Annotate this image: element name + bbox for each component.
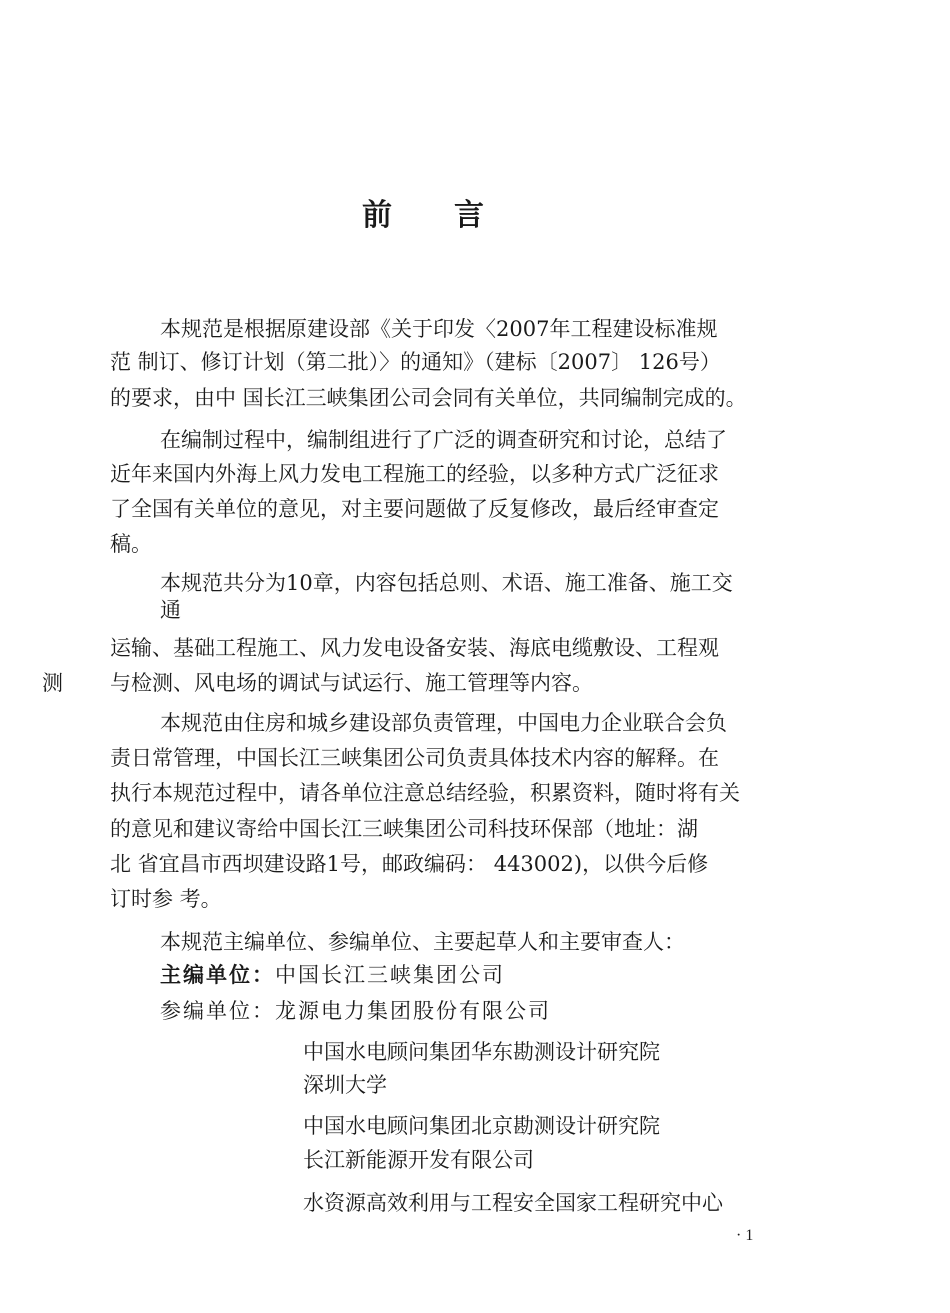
participant-org: 龙源电力集团股份有限公司: [275, 999, 551, 1023]
paragraph-2-line-3: 了全国有关单位的意见，对主要问题做了反复修改，最后经审查定: [110, 497, 719, 521]
paragraph-3-line-1: 本规范共分为10章，内容包括总则、术语、施工准备、施工交: [160, 571, 733, 595]
paragraph-4-line-6: 订时参 考。: [110, 887, 222, 911]
paragraph-2-line-4: 稿。: [110, 532, 152, 556]
participant-org: 水资源高效利用与工程安全国家工程研究中心: [303, 1191, 723, 1215]
paragraph-4-line-5: 北 省宜昌市西坝建设路1号，邮政编码： 443002)，以供今后修: [110, 852, 709, 876]
paragraph-2-line-1: 在编制过程中，编制组进行了广泛的调查研究和讨论，总结了: [160, 428, 727, 452]
paragraph-4-line-2: 责日常管理，中国长江三峡集团公司负责具体技术内容的解释。在: [110, 746, 719, 770]
paragraph-4-line-1: 本规范由住房和城乡建设部负责管理，中国电力企业联合会负: [160, 711, 727, 735]
participant-org: 长江新能源开发有限公司: [303, 1148, 534, 1172]
participant-label: 参编单位：: [160, 999, 275, 1023]
participant-org: 深圳大学: [303, 1073, 387, 1097]
units-intro: 本规范主编单位、参编单位、主要起草人和主要审查人：: [160, 930, 685, 954]
chief-editor-org: 中国长江三峡集团公司: [275, 963, 505, 987]
participant-row: [160, 997, 551, 1025]
paragraph-3-line-5: 与检测、风电场的调试与试运行、施工管理等内容。: [110, 671, 593, 695]
page-title: 前言: [362, 198, 546, 233]
page-number: · 1: [736, 1227, 754, 1244]
chief-editor-label: 主编单位：: [160, 963, 275, 987]
paragraph-3-line-3: 运输、基础工程施工、风力发电设备安装、海底电缆敷设、工程观: [110, 636, 719, 660]
paragraph-3-line-2: 通: [160, 598, 181, 622]
participant-org: 中国水电顾问集团北京勘测设计研究院: [303, 1114, 660, 1138]
paragraph-4-line-4: 的意见和建议寄给中国长江三峡集团公司科技环保部（地址：湖: [110, 817, 698, 841]
paragraph-1-line-1: 本规范是根据原建设部《关于印发〈2007年工程建设标准规: [160, 317, 718, 341]
paragraph-1-line-3: 的要求，由中 国长江三峡集团公司会同有关单位，共同编制完成的。: [110, 386, 747, 410]
chief-editor-row: [160, 961, 505, 989]
paragraph-3-line-4: 测: [42, 671, 63, 695]
paragraph-2-line-2: 近年来国内外海上风力发电工程施工的经验，以多种方式广泛征求: [110, 462, 719, 486]
paragraph-4-line-3: 执行本规范过程中，请各单位注意总结经验，积累资料，随时将有关: [110, 781, 740, 805]
participant-org: 中国水电顾问集团华东勘测设计研究院: [303, 1040, 660, 1064]
paragraph-1-line-2: 范 制订、修订计划（第二批）〉的通知》（建标〔2007〕 126号）: [110, 350, 721, 374]
